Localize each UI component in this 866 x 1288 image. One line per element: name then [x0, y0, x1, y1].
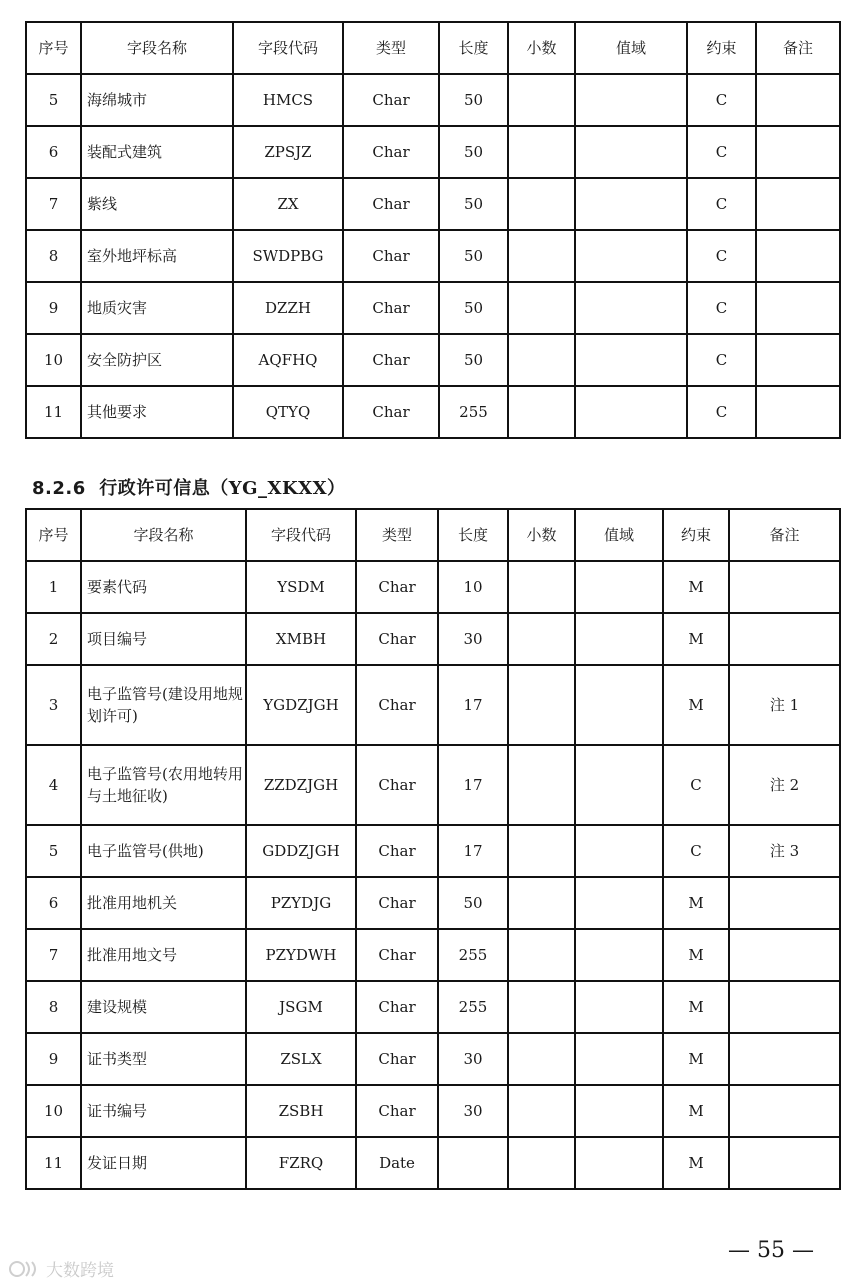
cell-index: 11 — [26, 1137, 81, 1189]
table-row — [26, 230, 840, 282]
table-row — [26, 386, 840, 438]
cell-type: Char — [356, 561, 438, 613]
cell-remark — [729, 561, 840, 613]
cell-decimal — [508, 981, 575, 1033]
cell-field-code: QTYQ — [233, 386, 343, 438]
cell-decimal — [508, 230, 575, 282]
table-header-row — [26, 22, 840, 74]
cell-decimal — [508, 282, 575, 334]
cell-field-name: 紫线 — [81, 178, 233, 230]
cell-domain — [575, 613, 663, 665]
cell-decimal — [508, 745, 575, 825]
cell-index: 10 — [26, 334, 81, 386]
cell-type: Char — [343, 74, 439, 126]
cell-index: 4 — [26, 745, 81, 825]
header-field-name: 字段名称 — [81, 22, 233, 74]
header-domain: 值域 — [575, 22, 687, 74]
header-type: 类型 — [343, 22, 439, 74]
cell-field-name: 电子监管号(建设用地规划许可) — [81, 665, 246, 745]
cell-field-code: XMBH — [246, 613, 356, 665]
table-row — [26, 877, 840, 929]
header-field-name: 字段名称 — [81, 509, 246, 561]
cell-field-code: ZSBH — [246, 1085, 356, 1137]
cell-remark: 注 1 — [729, 665, 840, 745]
cell-field-name: 装配式建筑 — [81, 126, 233, 178]
cell-constraint: C — [687, 178, 756, 230]
cell-field-code: PZYDJG — [246, 877, 356, 929]
cell-length: 50 — [439, 282, 508, 334]
cell-constraint: C — [687, 386, 756, 438]
cell-field-name: 批准用地机关 — [81, 877, 246, 929]
page-number: — 55 — — [728, 1238, 814, 1263]
cell-type: Char — [343, 230, 439, 282]
header-remark: 备注 — [756, 22, 840, 74]
table-row — [26, 929, 840, 981]
cell-field-code: GDDZJGH — [246, 825, 356, 877]
cell-domain — [575, 981, 663, 1033]
cell-domain — [575, 877, 663, 929]
cell-constraint: C — [687, 334, 756, 386]
cell-field-name: 证书编号 — [81, 1085, 246, 1137]
cell-field-code: JSGM — [246, 981, 356, 1033]
cell-field-name: 要素代码 — [81, 561, 246, 613]
cell-domain — [575, 178, 687, 230]
cell-constraint: C — [687, 74, 756, 126]
cell-decimal — [508, 334, 575, 386]
cell-index: 10 — [26, 1085, 81, 1137]
table-header-row — [26, 509, 840, 561]
cell-type: Char — [343, 178, 439, 230]
cell-length: 30 — [438, 1033, 508, 1085]
cell-length: 50 — [439, 230, 508, 282]
table-row — [26, 178, 840, 230]
cell-length: 30 — [438, 613, 508, 665]
cell-type: Char — [356, 1033, 438, 1085]
cell-field-name: 证书类型 — [81, 1033, 246, 1085]
cell-field-code: YGDZJGH — [246, 665, 356, 745]
cell-field-name: 地质灾害 — [81, 282, 233, 334]
cell-remark — [756, 126, 840, 178]
field-table-1 — [25, 21, 841, 439]
cell-remark — [729, 613, 840, 665]
cell-domain — [575, 230, 687, 282]
cell-type: Char — [356, 613, 438, 665]
cell-domain — [575, 929, 663, 981]
header-length: 长度 — [438, 509, 508, 561]
cell-index: 8 — [26, 230, 81, 282]
cell-type: Char — [343, 282, 439, 334]
cell-domain — [575, 282, 687, 334]
cell-constraint: C — [663, 745, 729, 825]
cell-index: 3 — [26, 665, 81, 745]
cell-decimal — [508, 1085, 575, 1137]
cell-remark — [729, 1137, 840, 1189]
cell-length — [438, 1137, 508, 1189]
header-remark: 备注 — [729, 509, 840, 561]
cell-field-name: 发证日期 — [81, 1137, 246, 1189]
cell-type: Char — [343, 334, 439, 386]
cell-remark — [756, 74, 840, 126]
cell-constraint: M — [663, 561, 729, 613]
cell-field-code: ZPSJZ — [233, 126, 343, 178]
table-row — [26, 981, 840, 1033]
table-row — [26, 126, 840, 178]
table-row — [26, 1137, 840, 1189]
cell-field-code: PZYDWH — [246, 929, 356, 981]
cell-domain — [575, 745, 663, 825]
cell-index: 5 — [26, 825, 81, 877]
cell-domain — [575, 1137, 663, 1189]
cell-index: 2 — [26, 613, 81, 665]
cell-length: 30 — [438, 1085, 508, 1137]
cell-remark — [756, 334, 840, 386]
cell-constraint: M — [663, 1085, 729, 1137]
watermark — [8, 1256, 114, 1281]
cell-index: 6 — [26, 126, 81, 178]
cell-length: 50 — [439, 334, 508, 386]
cell-type: Char — [343, 386, 439, 438]
cell-index: 9 — [26, 1033, 81, 1085]
cell-length: 10 — [438, 561, 508, 613]
cell-index: 11 — [26, 386, 81, 438]
cell-constraint: C — [687, 282, 756, 334]
cell-field-code: HMCS — [233, 74, 343, 126]
table-row — [26, 825, 840, 877]
cell-domain — [575, 825, 663, 877]
header-length: 长度 — [439, 22, 508, 74]
cell-remark — [756, 282, 840, 334]
cell-field-name: 电子监管号(供地) — [81, 825, 246, 877]
cell-field-code: DZZH — [233, 282, 343, 334]
cell-remark — [729, 877, 840, 929]
table-row — [26, 334, 840, 386]
cell-type: Char — [356, 929, 438, 981]
cell-field-code: FZRQ — [246, 1137, 356, 1189]
table-row — [26, 74, 840, 126]
cell-decimal — [508, 1033, 575, 1085]
cell-domain — [575, 74, 687, 126]
cell-decimal — [508, 929, 575, 981]
cell-index: 7 — [26, 178, 81, 230]
table-row — [26, 745, 840, 825]
cell-decimal — [508, 613, 575, 665]
cell-length: 255 — [438, 929, 508, 981]
watermark-text: 大数跨境 — [46, 1261, 114, 1281]
cell-decimal — [508, 825, 575, 877]
cell-remark — [756, 178, 840, 230]
header-index: 序号 — [26, 509, 81, 561]
cell-field-code: ZX — [233, 178, 343, 230]
cell-type: Char — [356, 877, 438, 929]
cell-type: Date — [356, 1137, 438, 1189]
header-decimal: 小数 — [508, 22, 575, 74]
cell-constraint: M — [663, 929, 729, 981]
cell-remark — [756, 386, 840, 438]
cell-field-code: ZZDZJGH — [246, 745, 356, 825]
table-row — [26, 282, 840, 334]
cell-length: 17 — [438, 665, 508, 745]
cell-field-name: 安全防护区 — [81, 334, 233, 386]
cell-remark — [729, 1085, 840, 1137]
cell-remark — [729, 981, 840, 1033]
cell-constraint: C — [663, 825, 729, 877]
cell-constraint: M — [663, 665, 729, 745]
cell-decimal — [508, 665, 575, 745]
cell-index: 6 — [26, 877, 81, 929]
cell-type: Char — [356, 745, 438, 825]
cell-field-name: 项目编号 — [81, 613, 246, 665]
cell-remark: 注 2 — [729, 745, 840, 825]
cell-remark: 注 3 — [729, 825, 840, 877]
cell-field-name: 海绵城市 — [81, 74, 233, 126]
cell-length: 17 — [438, 825, 508, 877]
cell-remark — [756, 230, 840, 282]
cell-field-code: YSDM — [246, 561, 356, 613]
table-row — [26, 561, 840, 613]
header-constraint: 约束 — [663, 509, 729, 561]
table-row — [26, 1085, 840, 1137]
cell-index: 1 — [26, 561, 81, 613]
cell-remark — [729, 1033, 840, 1085]
cell-field-name: 建设规模 — [81, 981, 246, 1033]
cell-constraint: M — [663, 877, 729, 929]
header-index: 序号 — [26, 22, 81, 74]
table-row — [26, 613, 840, 665]
cell-domain — [575, 334, 687, 386]
cell-length: 255 — [438, 981, 508, 1033]
watermark-logo-icon — [8, 1258, 42, 1280]
cell-length: 255 — [439, 386, 508, 438]
cell-index: 5 — [26, 74, 81, 126]
cell-type: Char — [343, 126, 439, 178]
cell-type: Char — [356, 665, 438, 745]
cell-field-name: 电子监管号(农用地转用与土地征收) — [81, 745, 246, 825]
cell-constraint: M — [663, 1137, 729, 1189]
cell-domain — [575, 561, 663, 613]
table-row — [26, 1033, 840, 1085]
cell-length: 50 — [439, 178, 508, 230]
cell-constraint: M — [663, 613, 729, 665]
cell-decimal — [508, 1137, 575, 1189]
header-type: 类型 — [356, 509, 438, 561]
table-row — [26, 665, 840, 745]
cell-decimal — [508, 74, 575, 126]
header-field-code: 字段代码 — [246, 509, 356, 561]
cell-remark — [729, 929, 840, 981]
header-decimal: 小数 — [508, 509, 575, 561]
cell-type: Char — [356, 1085, 438, 1137]
cell-decimal — [508, 386, 575, 438]
cell-type: Char — [356, 825, 438, 877]
cell-field-code: AQFHQ — [233, 334, 343, 386]
cell-field-name: 室外地坪标高 — [81, 230, 233, 282]
field-table-2 — [25, 508, 841, 1190]
cell-index: 7 — [26, 929, 81, 981]
cell-domain — [575, 1085, 663, 1137]
cell-field-name: 批准用地文号 — [81, 929, 246, 981]
cell-decimal — [508, 126, 575, 178]
cell-domain — [575, 126, 687, 178]
cell-constraint: C — [687, 230, 756, 282]
header-constraint: 约束 — [687, 22, 756, 74]
cell-index: 9 — [26, 282, 81, 334]
cell-index: 8 — [26, 981, 81, 1033]
cell-length: 17 — [438, 745, 508, 825]
header-field-code: 字段代码 — [233, 22, 343, 74]
cell-length: 50 — [439, 74, 508, 126]
cell-length: 50 — [439, 126, 508, 178]
cell-constraint: C — [687, 126, 756, 178]
cell-field-code: ZSLX — [246, 1033, 356, 1085]
cell-type: Char — [356, 981, 438, 1033]
cell-constraint: M — [663, 1033, 729, 1085]
cell-domain — [575, 665, 663, 745]
cell-field-code: SWDPBG — [233, 230, 343, 282]
cell-decimal — [508, 178, 575, 230]
cell-length: 50 — [438, 877, 508, 929]
cell-domain — [575, 1033, 663, 1085]
section-heading: 8.2.6 行政许可信息（YG_XKXX） — [32, 478, 346, 499]
cell-constraint: M — [663, 981, 729, 1033]
cell-domain — [575, 386, 687, 438]
cell-field-name: 其他要求 — [81, 386, 233, 438]
cell-decimal — [508, 561, 575, 613]
cell-decimal — [508, 877, 575, 929]
header-domain: 值域 — [575, 509, 663, 561]
